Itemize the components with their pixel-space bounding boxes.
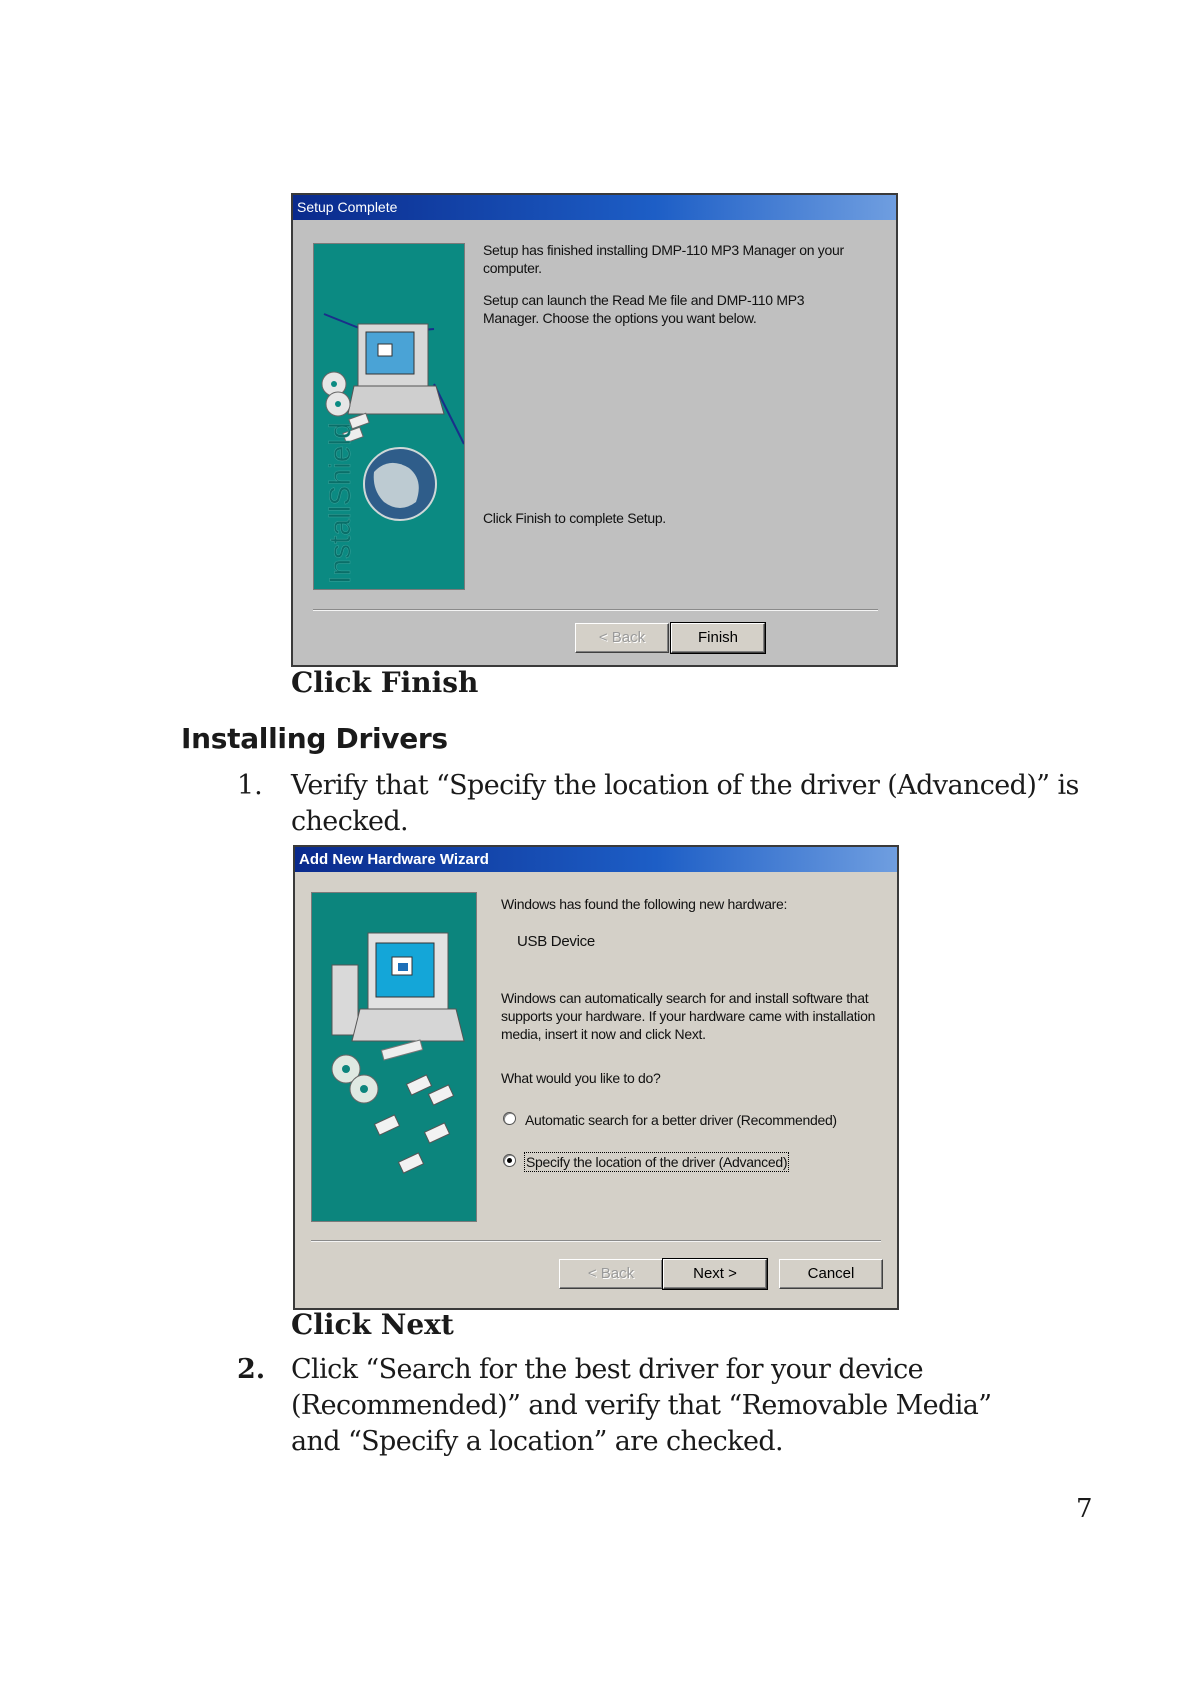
specify-location-radio[interactable] xyxy=(503,1154,516,1167)
device-name: USB Device xyxy=(517,933,595,950)
next-button[interactable]: Next > xyxy=(663,1259,767,1289)
computer-icon xyxy=(332,933,464,1060)
setup-launch-text: Setup can launch the Read Me file and DMP-110 MP3 Manager. Choose the options you want below. xyxy=(483,292,805,326)
back-button[interactable]: < Back xyxy=(559,1259,663,1289)
option-specify-location[interactable] xyxy=(503,1153,883,1173)
section-heading: Installing Drivers xyxy=(181,722,448,755)
floppy-icon xyxy=(374,1075,453,1173)
dialog-title: Setup Complete xyxy=(297,199,398,215)
radio-selected-dot xyxy=(507,1158,512,1163)
option-automatic-search[interactable] xyxy=(503,1111,883,1131)
dialog-title: Add New Hardware Wizard xyxy=(299,851,489,868)
side-brand-text: InstallShield xyxy=(324,422,357,584)
step-1-number: 1. xyxy=(237,770,263,801)
cancel-button[interactable]: Cancel xyxy=(779,1259,883,1289)
computer-icon xyxy=(348,324,444,414)
wizard-side-panel xyxy=(311,892,477,1222)
step-2-text: Click “Search for the best driver for your device (Recommended)” and verify that “Removable Media” and “Specify a location” are checked. xyxy=(291,1354,992,1457)
wizard-illustration xyxy=(312,893,477,1222)
finish-button[interactable]: Finish xyxy=(671,623,765,653)
caption-click-finish: Click Finish xyxy=(291,666,479,699)
setup-complete-dialog xyxy=(291,193,898,667)
cd-icon xyxy=(332,1055,378,1103)
installshield-side-panel xyxy=(313,243,465,590)
found-hardware-text: Windows has found the following new hardware: xyxy=(501,896,788,912)
click-finish-text: Click Finish to complete Setup. xyxy=(483,510,666,526)
dialog-separator xyxy=(311,1240,881,1242)
back-button[interactable]: < Back xyxy=(575,623,669,653)
caption-click-next: Click Next xyxy=(291,1308,454,1341)
cd-icon xyxy=(322,372,350,416)
dialog-separator xyxy=(313,609,878,611)
question-text: What would you like to do? xyxy=(501,1070,661,1086)
dialog-title-bar xyxy=(293,195,896,220)
add-new-hardware-dialog xyxy=(293,845,899,1310)
dialog-title-bar xyxy=(295,847,897,872)
step-2-number: 2. xyxy=(237,1354,266,1385)
setup-illustration xyxy=(314,244,465,590)
specify-location-label: Specify the location of the driver (Advanced) xyxy=(526,1154,788,1170)
step-1-text: Verify that “Specify the location of the driver (Advanced)” is checked. xyxy=(291,770,1079,837)
setup-finished-text: Setup has finished installing DMP-110 MP3 Manager on your computer. xyxy=(483,242,844,276)
install-info-text: Windows can automatically search for and install software that supports your hardware. If your hardware came with installation media, insert it now and click Next. xyxy=(501,990,876,1042)
globe-icon xyxy=(364,448,436,520)
automatic-search-radio[interactable] xyxy=(503,1112,516,1125)
page-number: 7 xyxy=(1076,1494,1093,1524)
automatic-search-label: Automatic search for a better driver (Recommended) xyxy=(525,1112,837,1128)
